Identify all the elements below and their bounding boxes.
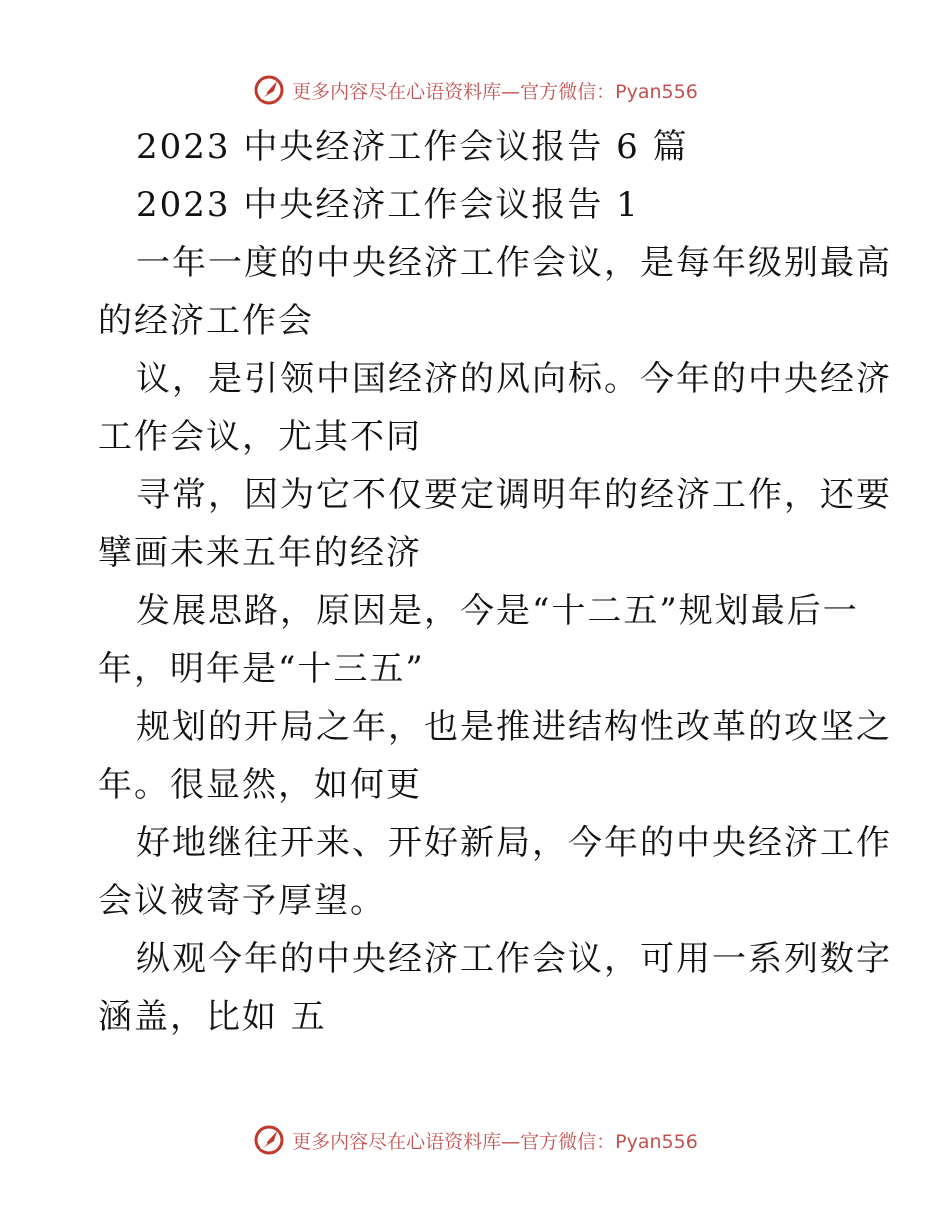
section-heading: 2023 中央经济工作会议报告 1 [136, 185, 640, 225]
document-body [98, 118, 892, 1046]
text-line: 寻常，因为它不仅要定调明年的经济工作，还要 [136, 475, 892, 515]
quill-logo-icon [252, 1123, 286, 1157]
text-line: 的经济工作会 [98, 301, 314, 341]
text-line: 纵观今年的中央经济工作会议，可用一系列数字 [136, 939, 892, 979]
text-line: 工作会议，尤其不同 [98, 417, 422, 457]
text-line: 年，明年是“十三五” [98, 649, 425, 689]
text-line: 会议被寄予厚望。 [98, 881, 386, 921]
watermark-text: 更多内容尽在心语资料库—官方微信：Pyan556 [292, 80, 698, 103]
header-watermark [0, 70, 950, 110]
footer-watermark [0, 1120, 950, 1160]
text-line: 发展思路，原因是，今是“十二五”规划最后一 [136, 591, 859, 631]
text-line: 一年一度的中央经济工作会议，是每年级别最高 [136, 243, 892, 283]
text-line: 规划的开局之年，也是推进结构性改革的攻坚之 [136, 707, 892, 747]
text-line: 议，是引领中国经济的风向标。今年的中央经济 [136, 359, 892, 399]
document-title: 2023 中央经济工作会议报告 6 篇 [136, 127, 689, 167]
text-line: 年。很显然，如何更 [98, 765, 422, 805]
text-line: 擘画未来五年的经济 [98, 533, 422, 573]
quill-logo-icon [252, 73, 286, 107]
text-line: 涵盖，比如 五 [98, 997, 327, 1037]
watermark-text: 更多内容尽在心语资料库—官方微信：Pyan556 [292, 1130, 698, 1153]
text-line: 好地继往开来、开好新局，今年的中央经济工作 [136, 823, 892, 863]
